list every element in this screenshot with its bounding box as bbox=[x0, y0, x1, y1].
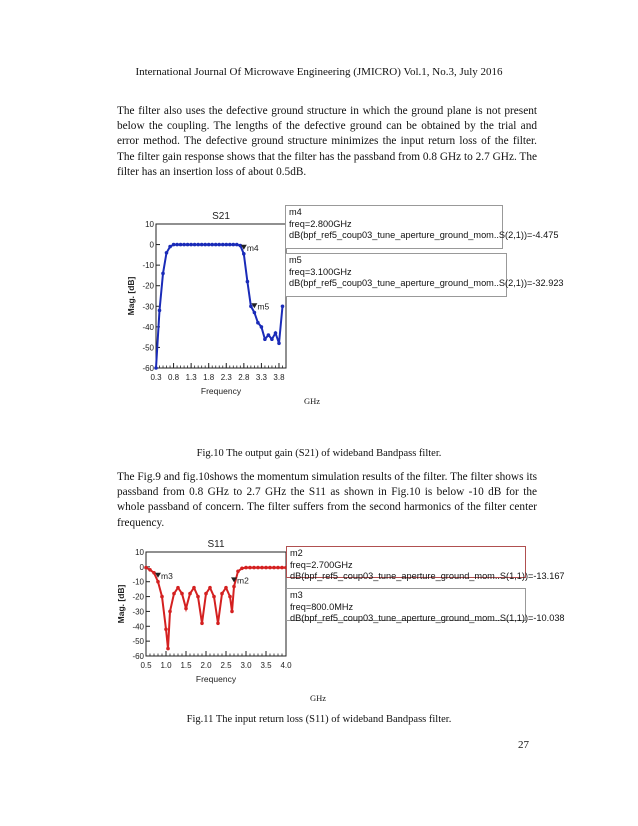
y-tick-label: -50 bbox=[132, 637, 144, 647]
marker-m2-freq: freq=2.700GHz bbox=[290, 559, 353, 570]
x-tick-label: 1.8 bbox=[203, 373, 215, 382]
x-tick-label: 3.5 bbox=[260, 661, 272, 670]
marker-box-m5[interactable] bbox=[285, 253, 564, 297]
marker-m5-freq: freq=3.100GHz bbox=[289, 266, 352, 277]
y-tick-label: -20 bbox=[142, 281, 154, 291]
data-point bbox=[165, 251, 169, 255]
data-point bbox=[228, 243, 232, 247]
x-tick-label: 1.0 bbox=[160, 661, 172, 670]
y-tick-label: -10 bbox=[142, 261, 154, 271]
data-point bbox=[224, 586, 228, 590]
data-point bbox=[221, 243, 225, 247]
data-point bbox=[225, 243, 229, 247]
marker-m2-name: m2 bbox=[290, 548, 303, 558]
data-point bbox=[264, 566, 268, 570]
x-tick-label: 0.5 bbox=[140, 661, 152, 670]
journal-header: International Journal Of Microwave Engineering (JMICRO) Vol.1, No.3, July 2016 bbox=[135, 66, 503, 78]
data-point bbox=[158, 309, 162, 313]
x-tick-label: 0.8 bbox=[168, 373, 180, 382]
marker-m3-label: m3 bbox=[161, 570, 173, 581]
data-point bbox=[168, 610, 172, 614]
data-point bbox=[176, 586, 180, 590]
marker-m2-value: dB(bpf_ref5_coup03_tune_aperture_ground_mom..S(1,1))=-13.167 bbox=[290, 571, 565, 581]
data-point bbox=[230, 610, 234, 614]
y-tick-label: -10 bbox=[132, 577, 144, 587]
y-tick-label: -20 bbox=[132, 592, 144, 602]
chart-title: S11 bbox=[207, 539, 225, 550]
data-point bbox=[196, 595, 200, 599]
marker-m3-name: m3 bbox=[290, 590, 303, 600]
data-point bbox=[246, 280, 250, 284]
marker-m3-freq: freq=800.0MHz bbox=[290, 601, 354, 612]
marker-m4-freq: freq=2.800GHz bbox=[289, 218, 352, 229]
y-tick-label: -60 bbox=[132, 652, 144, 661]
data-point bbox=[268, 566, 272, 570]
data-point bbox=[189, 243, 193, 247]
data-point bbox=[210, 243, 214, 247]
x-tick-label: 1.5 bbox=[180, 661, 192, 670]
marker-box-m4[interactable] bbox=[285, 205, 559, 249]
unit-label-fig11: GHz bbox=[310, 693, 327, 703]
data-point bbox=[154, 366, 158, 370]
y-tick-label: 0 bbox=[139, 562, 144, 572]
data-point bbox=[172, 592, 176, 596]
data-point bbox=[168, 245, 172, 249]
data-point bbox=[192, 586, 196, 590]
plot-frame bbox=[156, 224, 286, 368]
data-point bbox=[220, 592, 224, 596]
marker-m3-value: dB(bpf_ref5_coup03_tune_aperture_ground_mom..S(1,1))=-10.038 bbox=[290, 613, 565, 623]
data-point bbox=[248, 566, 252, 570]
x-tick-label: 4.0 bbox=[280, 661, 292, 670]
data-point bbox=[207, 243, 211, 247]
data-point bbox=[256, 321, 260, 325]
data-point bbox=[180, 592, 184, 596]
data-point bbox=[252, 566, 256, 570]
data-point bbox=[267, 333, 271, 337]
marker-m4-name: m4 bbox=[289, 207, 302, 217]
y-tick-label: -50 bbox=[142, 343, 154, 353]
data-point bbox=[216, 622, 220, 626]
data-point bbox=[280, 566, 284, 570]
data-point bbox=[144, 566, 148, 570]
y-tick-label: -40 bbox=[142, 322, 154, 332]
unit-label-fig10: GHz bbox=[304, 396, 321, 406]
data-point bbox=[161, 272, 165, 276]
x-tick-label: 1.3 bbox=[185, 373, 197, 382]
x-tick-label: 2.3 bbox=[220, 373, 232, 382]
marker-m4-value: dB(bpf_ref5_coup03_tune_aperture_ground_mom..S(2,1))=-4.475 bbox=[289, 230, 559, 240]
data-point bbox=[148, 568, 152, 572]
data-point bbox=[184, 607, 188, 611]
data-point bbox=[249, 305, 253, 309]
x-tick-label: 3.3 bbox=[255, 373, 267, 382]
marker-m5-value: dB(bpf_ref5_coup03_tune_aperture_ground_mom..S(2,1))=-32.923 bbox=[289, 278, 564, 288]
chart-title: S21 bbox=[212, 211, 230, 222]
x-tick-label: 2.5 bbox=[220, 661, 232, 670]
fig11-caption: Fig.11 The input return loss (S11) of wideband Bandpass filter. bbox=[186, 714, 452, 725]
y-tick-label: 0 bbox=[149, 240, 154, 250]
data-point bbox=[260, 566, 264, 570]
data-point bbox=[260, 325, 264, 329]
data-point bbox=[200, 243, 204, 247]
y-tick-label: -30 bbox=[142, 302, 154, 312]
data-point bbox=[160, 595, 164, 599]
data-point bbox=[188, 592, 192, 596]
data-point bbox=[242, 252, 246, 256]
x-axis-label: Frequency bbox=[200, 386, 242, 396]
y-tick-label: -30 bbox=[132, 607, 144, 617]
x-tick-label: 2.0 bbox=[200, 661, 212, 670]
data-point bbox=[208, 586, 212, 590]
y-tick-label: -40 bbox=[132, 622, 144, 632]
y-axis-label: Mag. [dB] bbox=[116, 584, 126, 624]
data-point bbox=[193, 243, 197, 247]
y-tick-label: 10 bbox=[135, 548, 144, 557]
data-point bbox=[179, 243, 183, 247]
data-point bbox=[235, 243, 239, 247]
data-point bbox=[232, 585, 236, 589]
data-point bbox=[200, 622, 204, 626]
x-tick-label: 3.8 bbox=[273, 373, 285, 382]
data-point bbox=[272, 566, 276, 570]
data-point bbox=[196, 243, 200, 247]
data-point bbox=[228, 595, 232, 599]
data-point bbox=[277, 342, 281, 346]
data-point bbox=[256, 566, 260, 570]
y-tick-label: 10 bbox=[145, 220, 154, 229]
data-point bbox=[212, 595, 216, 599]
data-point bbox=[203, 243, 207, 247]
marker-m2-label: m2 bbox=[237, 575, 249, 586]
data-point bbox=[156, 580, 160, 584]
marker-m5-label: m5 bbox=[257, 301, 270, 312]
data-point bbox=[274, 331, 278, 335]
data-point bbox=[217, 243, 221, 247]
data-point bbox=[186, 243, 190, 247]
data-point bbox=[240, 567, 244, 571]
paragraph-2: The Fig.9 and fig.10shows the momentum simulation results of the filter. The filter shows its passband from 0.8 GHz to 2.7 GHz the S11 as shown in Fig.10 is below -10 dB for the whole passband of concern. The filter suffers from the second harmonics of the filter center frequency. bbox=[117, 471, 537, 529]
data-point bbox=[182, 243, 186, 247]
paragraph-1: The filter also uses the defective ground structure in which the ground plane is not present below the coupling. The lengths of the defective ground can be obtained by the trial and error method. The defective ground structure minimizes the input return loss of the filter. The filter gain response shows that the filter has the passband from 0.8 GHz to 2.7 GHz. The filter has an insertion loss of about 0.5dB. bbox=[117, 105, 537, 178]
data-point bbox=[276, 566, 280, 570]
data-point bbox=[232, 243, 236, 247]
s11-chart bbox=[108, 534, 294, 692]
data-point bbox=[244, 566, 248, 570]
marker-box-m2[interactable] bbox=[286, 546, 565, 581]
s21-chart bbox=[114, 196, 290, 414]
page-number: 27 bbox=[518, 739, 529, 751]
data-point bbox=[175, 243, 179, 247]
data-point bbox=[270, 337, 274, 341]
data-point bbox=[214, 243, 218, 247]
marker-m4-label: m4 bbox=[246, 242, 259, 253]
fig10-caption: Fig.10 The output gain (S21) of wideband Bandpass filter. bbox=[196, 448, 442, 459]
y-axis-label: Mag. [dB] bbox=[126, 276, 136, 316]
data-point bbox=[281, 305, 285, 309]
data-point bbox=[236, 570, 240, 574]
y-tick-label: -60 bbox=[142, 364, 154, 373]
data-point bbox=[204, 592, 208, 596]
data-point bbox=[164, 628, 168, 632]
marker-box-m3[interactable] bbox=[286, 588, 565, 623]
marker-m5-name: m5 bbox=[289, 255, 302, 265]
x-tick-label: 3.0 bbox=[240, 661, 252, 670]
data-point bbox=[172, 243, 176, 247]
data-point bbox=[253, 311, 257, 315]
x-tick-label: 0.3 bbox=[150, 373, 162, 382]
data-point bbox=[263, 337, 267, 341]
data-point bbox=[166, 647, 170, 651]
x-tick-label: 2.8 bbox=[238, 373, 250, 382]
x-axis-label: Frequency bbox=[195, 674, 237, 684]
